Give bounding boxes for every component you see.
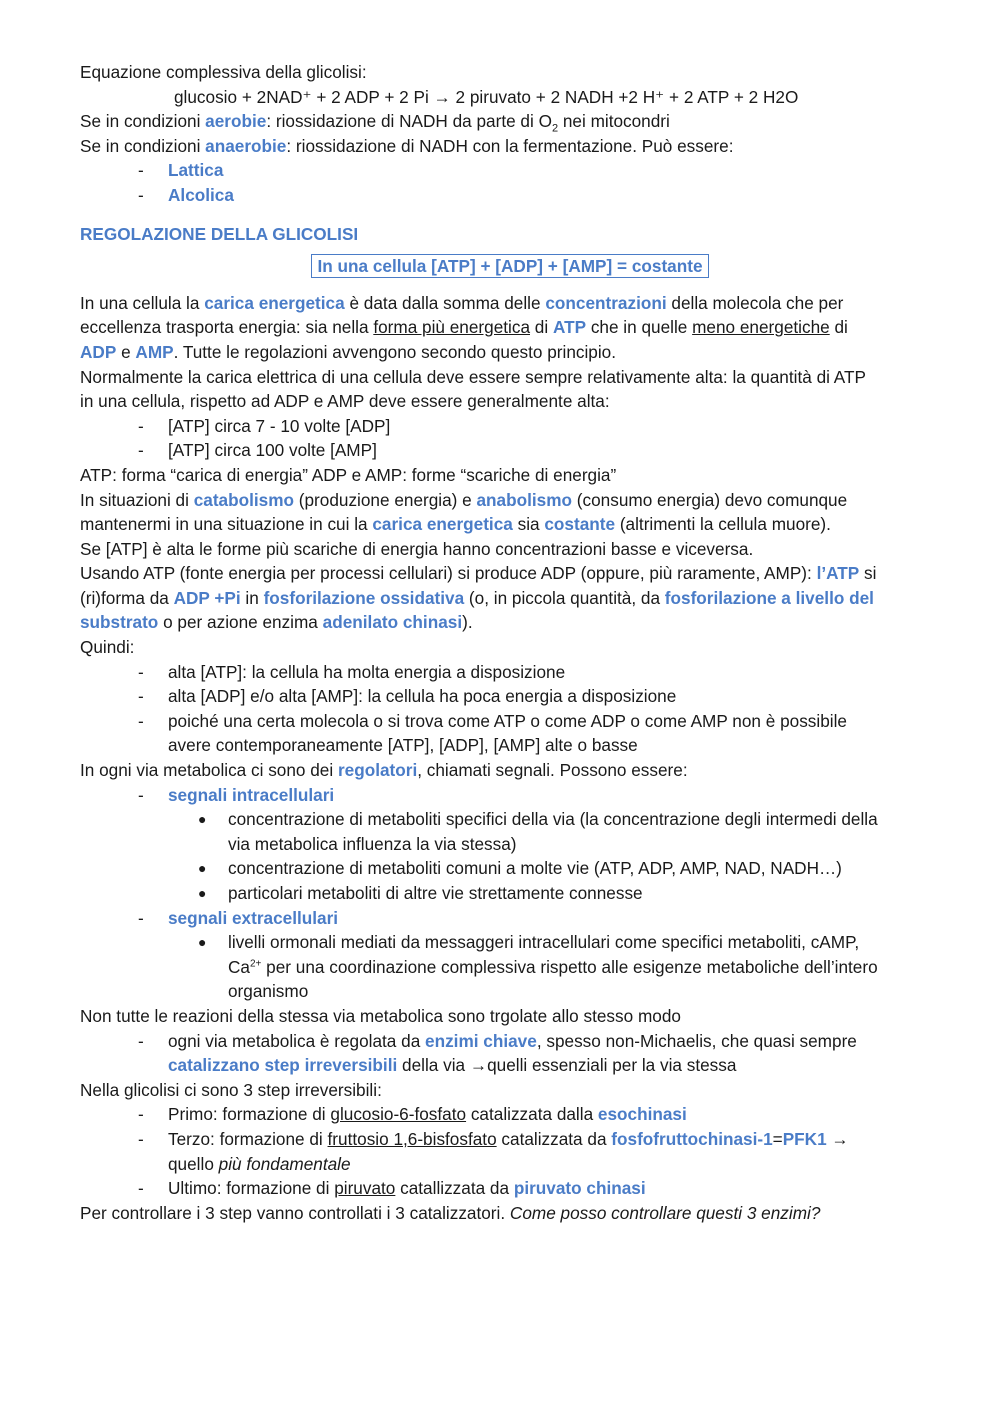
list-item: - [ATP] circa 100 volte [AMP] [138,440,377,461]
list-item: - Primo: formazione di glucosio-6-fosfato catalizzata dalla esochinasi [138,1104,687,1125]
list-item: - Terzo: formazione di fruttosio 1,6-bisfosfato catalizzata da fosfofruttochinasi-1=PFK1 → quello più fondamentale [138,1128,849,1174]
list-item: - Lattica [138,160,224,181]
bullet-item: ● concentrazione di metaboliti specifici della via (la concentrazione degli intermedi della via metabolica influenza la via stessa) [198,809,878,854]
glycolysis-equation: glucosio + 2NAD⁺ + 2 ADP + 2 Pi → 2 piruvato + 2 NADH +2 H⁺ + 2 ATP + 2 H2O [174,86,799,107]
list-item: - Alcolica [138,184,234,205]
bullet-item: ● particolari metaboliti di altre vie strettamente connesse [198,883,643,903]
paragraph-normal-charge: Normalmente la carica elettrica di una cellula deve essere sempre relativamente alta: la quantità di ATP in una cellula, rispetto ad ADP e AMP deve essere generalmente alta: [80,366,866,412]
list-item: - alta [ATP]: la cellula ha molta energia a disposizione [138,661,566,682]
list-item: - segnali extracellulari [138,907,339,928]
paragraph-not-all: Non tutte le reazioni della stessa via metabolica sono trgolate allo stesso modo [80,1005,681,1026]
list-item: - [ATP] circa 7 - 10 volte [ADP] [138,415,391,436]
paragraph-regulators: In ogni via metabolica ci sono dei regolatori, chiamati segnali. Possono essere: [80,760,688,781]
paragraph-atp-use: Usando ATP (fonte energia per processi cellulari) si produce ADP (oppure, più raramente, AMP): l’ATP si (ri)forma da ADP +Pi in fosforilazione ossidativa (o, in piccola quantità, da fosforilazione a livello del substrato o per azione enzima adenilato chinasi). [80,563,877,633]
list-item: - poiché una certa molecola o si trova come ATP o come ADP o come AMP non è possibile avere contemporaneamente [ATP], [ADP], [AMP] alte o basse [138,710,847,756]
paragraph-energy-charge: In una cellula la carica energetica è data dalla somma delle concentrazioni della molecola che per eccellenza trasporta energia: sia nella forma più energetica di ATP che in quelle meno energetiche di ADP e AMP. Tutte le regolazioni avvengono secondo questo principio. [80,292,848,362]
equation-intro: Equazione complessiva della glicolisi: [80,62,367,82]
bullet-item: ● livelli ormonali mediati da messaggeri intracellulari come specifici metaboliti, cAMP, $Ca^{2+}$ per una coordinazione complessiva rispetto alle esigenze metaboliche dell’intero organismo [198,932,878,1002]
paragraph-atp-high: Se [ATP] è alta le forme più scariche di energia hanno concentrazioni basse e viceversa. [80,538,754,559]
paragraph-final: Per controllare i 3 step vanno controllati i 3 catalizzatori. Come posso controllare questi 3 enzimi? [80,1202,821,1223]
bullet-item: ● concentrazione di metaboliti comuni a molte vie (ATP, ADP, AMP, NAD, NADH…) [198,858,842,879]
arrow-icon: → [469,1055,488,1076]
quindi-label: Quindi: [80,637,135,658]
list-item: - alta [ADP] e/o alta [AMP]: la cellula ha poca energia a disposizione [138,686,677,707]
anaerobic-line: Se in condizioni anaerobie: riossidazione di NADH con la fermentazione. Può essere: [80,135,734,156]
aerobic-line: Se in condizioni aerobie: riossidazione di NADH da parte di $O_2$ nei mitocondri [80,111,670,135]
paragraph-forms: ATP: forma “carica di energia” ADP e AMP: forme “scariche di energia” [80,464,617,485]
arrow-icon: → [826,1128,849,1149]
list-item: - Ultimo: formazione di piruvato catallizzata da piruvato chinasi [138,1178,646,1199]
section-title: REGOLAZIONE DELLA GLICOLISI [80,223,359,244]
boxed-equation: In una cellula [ATP] + [ADP] + [AMP] = costante [80,254,940,279]
list-item: - segnali intracellulari [138,784,335,805]
paragraph-catabolism: In situazioni di catabolismo (produzione energia) e anabolismo (consumo energia) devo comunque mantenermi in una situazione in cui la carica energetica sia costante (altrimenti la cellula muore). [80,489,848,535]
paragraph-three-steps: Nella glicolisi ci sono 3 step irreversibili: [80,1079,382,1100]
list-item: - ogni via metabolica è regolata da enzimi chiave, spesso non-Michaelis, che quasi sempre catalizzano step irreversibili della via →quelli essenziali per la via stessa [138,1030,857,1076]
document-page [80,60,940,1225]
